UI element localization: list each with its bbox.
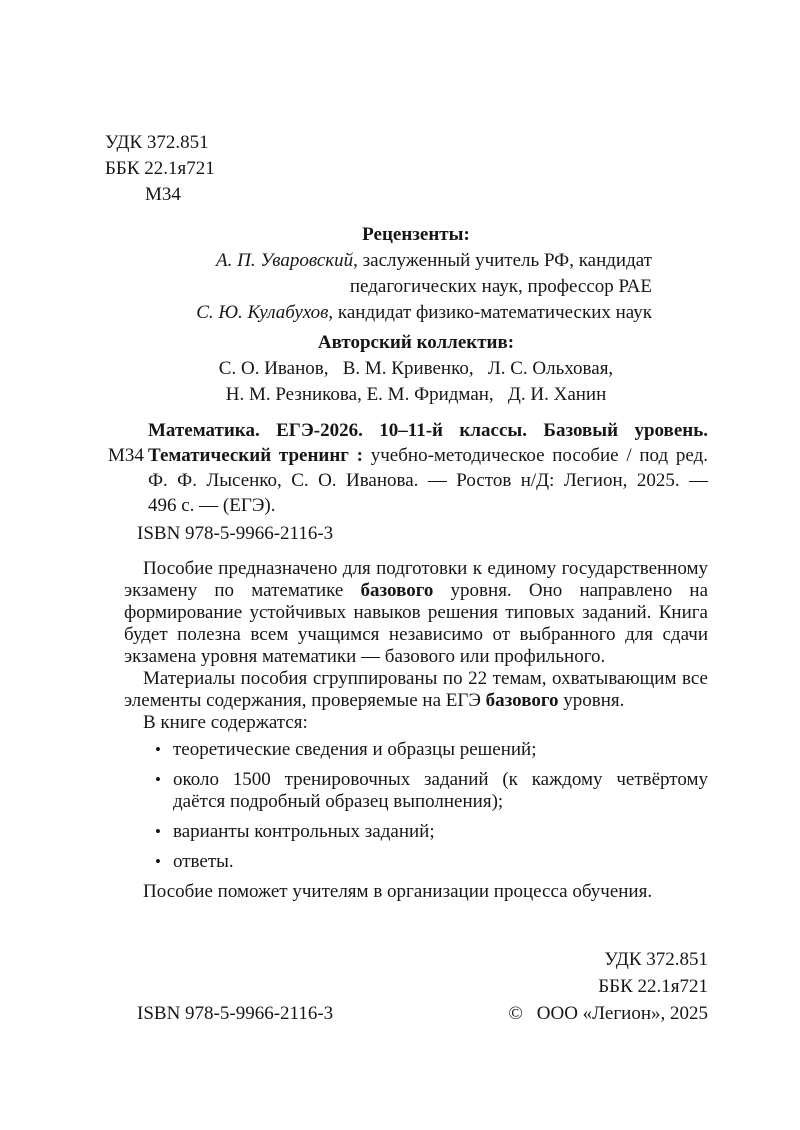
book-subtitle-bold: Тематический тренинг :: [148, 445, 363, 466]
bibliographic-record: [108, 418, 709, 518]
para2-text-c: уровня.: [558, 690, 625, 711]
para1-text-a: Пособие предназначено для подготовки к единому государственному экзамену по математике: [124, 558, 708, 601]
reviewer-2-name: С. Ю. Кулабухов: [196, 302, 329, 323]
annotation-paragraph-3: В книге содержатся:: [143, 712, 308, 733]
reviewer-2-credentials: , кандидат физико-математических наук: [328, 302, 652, 323]
book-title-bold: Математика. ЕГЭ-2026. 10–11-й классы. Базовый уровень.: [148, 420, 708, 441]
para2-bold-word: базового: [485, 690, 559, 711]
annotation-paragraph-2: [124, 668, 708, 712]
list-item: [155, 821, 708, 843]
bullet-icon: •: [155, 740, 161, 759]
record-title-line: [148, 418, 708, 443]
list-item: [155, 769, 708, 813]
bullet-icon: •: [155, 770, 161, 789]
para1-text-c: уровня. Оно направлено на формирование устойчивых навыков решения типовых заданий. Книга будет полезна всем учащимся независимо от выбранного для сдачи экзамена уровня математики — базового или профильного.: [124, 580, 709, 667]
udk-code-bottom: УДК 372.851: [604, 949, 708, 970]
isbn-line-top: ISBN 978-5-9966-2116-3: [137, 523, 334, 544]
contents-bullet-list: [124, 739, 708, 873]
bullet-text-1: теоретические сведения и образцы решений;: [173, 739, 537, 760]
authors-line-2: Н. М. Резникова, Е. М. Фридман, Д. И. Ханин: [225, 384, 607, 405]
reviewers-heading: Рецензенты:: [362, 224, 470, 245]
copyright-icon: ©: [508, 1003, 523, 1024]
bottom-codes-block: [124, 946, 708, 1000]
author-sign-code-top: М34: [145, 184, 181, 205]
author-sign-code-record: М34: [108, 445, 144, 466]
bbk-code-top: ББК 22.1я721: [105, 158, 215, 179]
authors-line-1: С. О. Иванов, В. М. Кривенко, Л. С. Ольховая,: [218, 358, 614, 379]
top-codes-block: [105, 130, 708, 208]
bullet-icon: •: [155, 852, 161, 871]
record-subtitle-line: [148, 443, 708, 468]
bbk-code-bottom: ББК 22.1я721: [598, 976, 708, 997]
list-item: [155, 851, 708, 873]
record-edition-info: учебно-методическое пособие / под ред.: [370, 445, 709, 466]
isbn-line-bottom: ISBN 978-5-9966-2116-3: [137, 1003, 334, 1024]
reviewers-block: [124, 248, 708, 326]
para2-text-a: Материалы пособия сгруппированы по 22 темам, охватывающим все элементы содержания, проверяемые на ЕГЭ: [124, 668, 708, 711]
authors-heading: Авторский коллектив:: [317, 332, 515, 353]
copyright-holder: ООО «Легион», 2025: [536, 1003, 708, 1024]
reviewer-line-2: педагогических наук, профессор РАЕ: [349, 276, 652, 297]
reviewer-1-credentials: , заслуженный учитель РФ, кандидат: [353, 250, 652, 271]
bullet-text-3: варианты контрольных заданий;: [173, 821, 435, 842]
annotation-paragraph-1: [124, 558, 708, 668]
udk-code-top: УДК 372.851: [105, 132, 209, 153]
authors-block: [124, 356, 708, 408]
reviewer-1-name: А. П. Уваровский: [216, 250, 354, 271]
copyright-line: [508, 1000, 708, 1027]
bullet-text-2: около 1500 тренировочных заданий (к каждому четвёртому даётся подробный образец выполнения);: [173, 769, 708, 812]
reviewer-line-3: [124, 300, 652, 326]
para1-bold-word: базового: [360, 580, 434, 601]
bottom-imprint-row: [124, 1000, 708, 1027]
record-editors-line: Ф. Ф. Лысенко, С. О. Иванова. — Ростов н/Д: Легион, 2025. —: [148, 470, 708, 491]
annotation-closing-line: Пособие поможет учителям в организации процесса обучения.: [143, 881, 653, 902]
bullet-text-4: ответы.: [173, 851, 234, 872]
list-item: [155, 739, 708, 761]
bullet-icon: •: [155, 822, 161, 841]
annotation-block: [124, 558, 708, 903]
reviewer-line-1: [124, 248, 652, 274]
record-pages-line: 496 с. — (ЕГЭ).: [148, 495, 276, 516]
